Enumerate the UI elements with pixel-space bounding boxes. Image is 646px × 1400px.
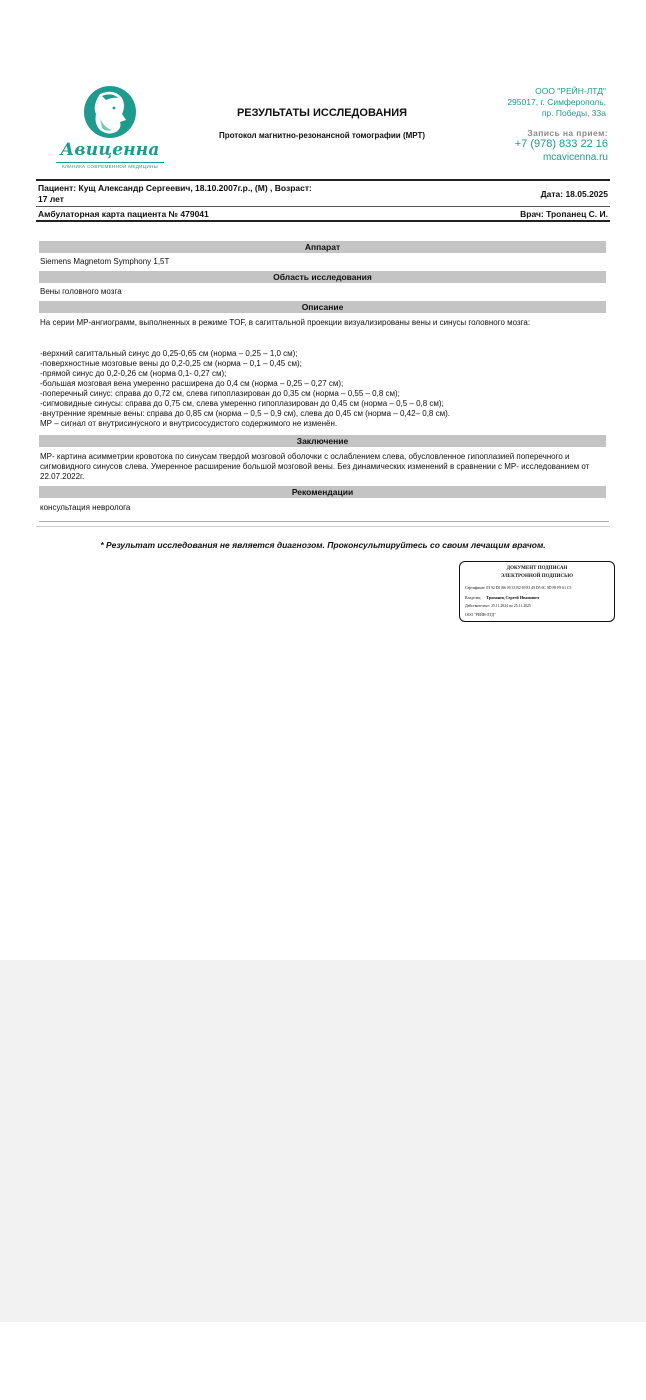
doctor-name: Врач: Тропанец С. И. — [520, 209, 608, 219]
document-subtitle: Протокол магнитно-резонансной томографии (МРТ) — [218, 131, 426, 140]
document-title: РЕЗУЛЬТАТЫ ИССЛЕДОВАНИЯ — [236, 107, 408, 119]
stamp-title-1: ДОКУМЕНТ ПОДПИСАН — [506, 566, 568, 571]
section-header-apparatus: Аппарат — [39, 241, 606, 253]
divider — [36, 526, 610, 527]
patient-line-2: 17 лет — [38, 194, 64, 204]
empty-strip — [0, 1322, 646, 1400]
description-item: -большая мозговая вена умеренно расширена до 0,4 см (норма – 0,25 – 0,27 см); — [40, 379, 344, 388]
description-item: -поверхностные мозговые вены до 0,2-0,25 см (норма – 0,1 – 0,45 см); — [40, 359, 302, 368]
description-list — [40, 349, 606, 429]
divider — [36, 206, 610, 207]
website-link[interactable]: mcavicenna.ru — [542, 152, 608, 163]
area-text: Вены головного мозга — [40, 287, 122, 296]
section-header-description: Описание — [39, 301, 606, 313]
description-intro: На серии МР-ангиограмм, выполненных в режиме TOF, в сагиттальной проекции визуализированы вены и синусы головного мозга: — [40, 318, 531, 327]
description-item: -сигмовидные синусы: справа до 0,75 см, слева умеренно гипоплазирован до 0,45 см (норма – 0,5 – 0,8 см); — [40, 399, 444, 408]
stamp-certificate — [465, 586, 571, 590]
e-signature-stamp — [459, 561, 615, 622]
divider — [36, 220, 610, 222]
logo-subtitle: КЛИНИКА СОВРЕМЕННОЙ МЕДИЦИНЫ — [56, 162, 164, 169]
logo-name: Авиценна — [60, 140, 160, 160]
stamp-cert-label: Сертификат: — [465, 586, 486, 590]
stamp-org: ООО "РЕЙН-ЛТД" — [465, 613, 496, 617]
divider — [36, 179, 610, 181]
description-item: МР – сигнал от внутрисинусного и внутрисосудистого содержимого не изменён. — [40, 419, 338, 428]
recommendations-text: консультация невролога — [40, 503, 131, 512]
description-item: -поперечный синус: справа до 0,72 см, слева гипоплазирован до 0,35 см (норма – 0,55 – 0,8 см); — [40, 389, 400, 398]
stamp-title-2: ЭЛЕКТРОННОЙ ПОДПИСЬЮ — [500, 574, 574, 579]
stamp-owner — [465, 595, 539, 600]
section-header-conclusion: Заключение — [39, 435, 606, 447]
patient-line-1: Пациент: Кущ Александр Сергеевич, 18.10.2007г.р., (М) , Возраст: — [38, 183, 312, 193]
stamp-valid: Действителен с 25.11.2024 по 25.11.2025 — [465, 604, 531, 608]
org-contacts — [507, 86, 606, 119]
patient-info — [38, 183, 338, 205]
description-item: -прямой синус до 0,2-0,26 см (норма 0,1- 0,27 см); — [40, 369, 227, 378]
divider — [39, 521, 609, 522]
org-name: ООО "РЕЙН-ЛТД" — [535, 86, 606, 96]
org-address-line-1: 295017, г. Симферополь, — [507, 97, 606, 107]
stamp-cert-value: 03 92 D1 B6 00 33 B2 69 83 49 D5 6C 9D 89 F8 61 C5 — [486, 586, 572, 590]
disclaimer: * Результат исследования не является диагнозом. Проконсультируйтесь со своим лечащим врачом. — [100, 540, 546, 550]
description-item: -верхний сагиттальный синус до 0,25-0,65 см (норма – 0,25 – 1,0 см); — [40, 349, 298, 358]
description-item: -внутренние яремные вены: справа до 0,85 см (норма – 0,5 – 0,9 см), слева до 0,45 см (норма – 0,42– 0,8 см). — [40, 409, 450, 418]
section-header-recommendations: Рекомендации — [39, 486, 606, 498]
org-address-line-2: пр. Победы, 33а — [541, 108, 606, 118]
exam-date: Дата: 18.05.2025 — [540, 189, 608, 199]
conclusion-text: МР- картина асимметрии кровотока по синусам твердой мозговой оболочки с ослаблением слева, обусловленное гипоплазией поперечного и сигмовидного синусов слева. Умеренное расширение большой мозговой вены. Без динамических изменений в сравнении с МР- исследованием от 22.07.2022г. — [40, 452, 590, 481]
section-header-area: Область исследования — [39, 271, 606, 283]
patient-card-number: Амбулаторная карта пациента № 479041 — [38, 209, 209, 219]
empty-area — [0, 960, 646, 1322]
apparatus-text: Siemens Magnetom Symphony 1,5T — [40, 257, 170, 266]
phone-link[interactable]: +7 (978) 833 22 16 — [514, 138, 608, 150]
appointment-label: Запись на прием: — [527, 128, 608, 138]
stamp-owner-label: Владелец: — [465, 596, 482, 600]
stamp-owner-value: Тропанец Сергей Иванович — [486, 595, 539, 600]
